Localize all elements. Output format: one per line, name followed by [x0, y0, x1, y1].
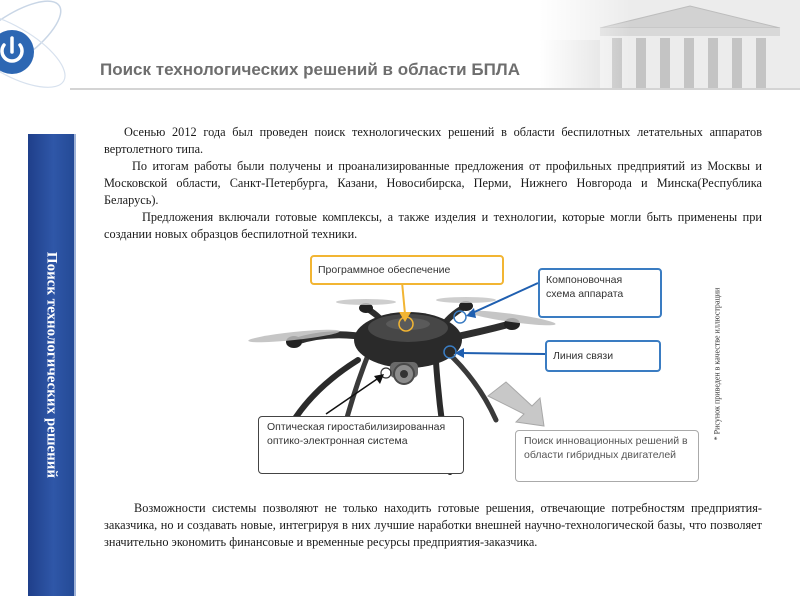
paragraph-intro: Осенью 2012 года был проведен поиск технологических решений в области беспилотных летательных аппаратов вертолетного типа.	[104, 125, 762, 156]
footnote-text: * Рисунок приведен в качестве иллюстрации	[712, 287, 722, 440]
drone-leg-back-right	[445, 350, 496, 420]
callout-optical-system: Оптическая гиростабилизированная оптико-электронная система	[258, 416, 464, 474]
page-title: Поиск технологических решений в области БПЛА	[100, 60, 521, 79]
paragraph-results: По итогам работы были получены и проанализированные предложения от профильных предприятий из Москвы и Московской области, Санкт-Петербурга, Казани, Новосибирска, Перми, Нижнего Новгорода и Минска(Республика Беларусь).	[104, 159, 762, 207]
header-divider	[70, 88, 800, 90]
callout-hybrid-engines: Поиск инновационных решений в области гибридных двигателей	[515, 430, 699, 482]
illustration-footnote	[709, 256, 725, 471]
building-image	[540, 0, 800, 88]
propeller-back-left	[336, 299, 396, 305]
propeller-back-right	[436, 297, 496, 303]
sidebar-banner	[28, 134, 76, 596]
sidebar-label: Поиск технологических решений	[43, 251, 60, 479]
paragraph-proposals: Предложения включали готовые комплексы, а также изделия и технологии, которые могли быть применены при создании новых образцов беспилотной техники.	[104, 210, 762, 241]
paragraph-capabilities: Возможности системы позволяют не только находить готовые решения, отвечающие потребностям предприятия-заказчика, но и создавать новые, интегрируя в них лучшие наработки внешней научно-технологической базы, что позволяет значительно экономить финансовые и временные ресурсы предприятия-заказчика.	[104, 501, 762, 549]
callout-layout-scheme: Компоновочная схема аппарата	[538, 268, 662, 318]
callout-software: Программное обеспечение	[310, 255, 504, 285]
callout-comm-link: Линия связи	[545, 340, 661, 372]
power-logo-icon	[0, 0, 80, 120]
